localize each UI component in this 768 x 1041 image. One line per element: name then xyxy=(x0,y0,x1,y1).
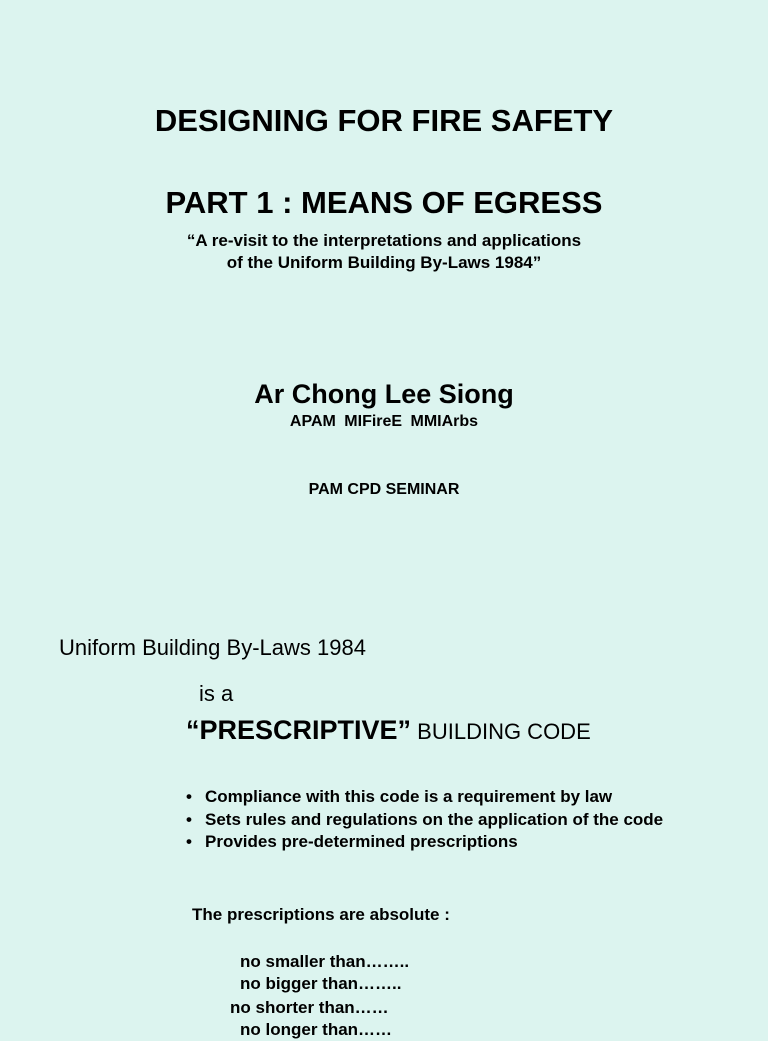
prescriptive-line xyxy=(186,712,591,753)
bullet-icon: • xyxy=(186,787,192,806)
is-a-text: is a xyxy=(199,681,234,706)
building-code-text: BUILDING CODE xyxy=(411,719,591,744)
list-item xyxy=(186,786,663,809)
bullet-icon: • xyxy=(186,809,192,829)
document-title: DESIGNING FOR FIRE SAFETY xyxy=(154,103,614,138)
subtitle-quote xyxy=(0,230,768,274)
author-name: Ar Chong Lee Siong xyxy=(254,379,514,409)
quote-line-2: of the Uniform Building By-Laws 1984” xyxy=(226,253,542,272)
bullet-text: Provides pre-determined prescriptions xyxy=(205,832,518,851)
author-credentials: APAM MIFireE MMIArbs xyxy=(289,413,479,430)
prescriptive-term: “PRESCRIPTIVE” xyxy=(186,715,412,745)
seminar-label: PAM CPD SEMINAR xyxy=(308,481,460,498)
limit-item: no shorter than…… xyxy=(230,998,389,1017)
limit-item: no longer than…… xyxy=(240,1020,393,1039)
quote-line-1: “A re-visit to the interpretations and applications xyxy=(186,231,582,250)
list-item xyxy=(186,831,663,854)
bullet-list xyxy=(186,786,663,854)
list-item xyxy=(186,809,663,832)
bullet-text: Sets rules and regulations on the application of the code xyxy=(205,809,664,829)
absolute-statement: The prescriptions are absolute : xyxy=(192,905,450,924)
bullet-icon: • xyxy=(186,832,192,851)
section-heading: Uniform Building By-Laws 1984 xyxy=(59,635,366,660)
document-subtitle: PART 1 : MEANS OF EGRESS xyxy=(165,185,603,220)
bullet-text: Compliance with this code is a requirement by law xyxy=(205,787,613,806)
limit-item: no bigger than…….. xyxy=(240,974,402,993)
limit-item: no smaller than…….. xyxy=(240,952,410,971)
